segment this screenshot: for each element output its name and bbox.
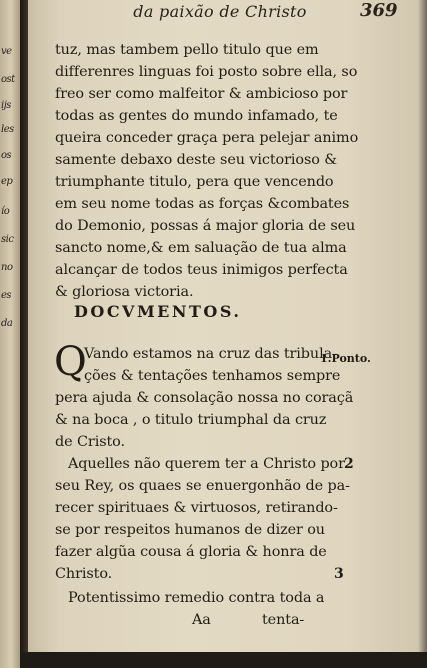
book-gutter [20, 0, 28, 668]
text-line: triumphante titulo, pera que vencendo [55, 174, 334, 190]
facing-page-fragment: es [1, 290, 12, 301]
text-line: differenres linguas foi posto sobre ella, so [55, 64, 358, 80]
text-line: alcançar de todos teus inimigos perfecta [55, 262, 348, 278]
facing-page-fragment: ep [1, 176, 13, 187]
text-line: seu Rey, os quaes se enuergonhão de pa- [55, 478, 350, 494]
facing-page-fragment: no [1, 262, 13, 273]
text-line: fazer algũa cousa á gloria & honra de [55, 544, 327, 560]
text-line: samente debaxo deste seu victorioso & [55, 152, 337, 168]
facing-page-fragment: os [1, 150, 12, 161]
margin-note: 1.Ponto. [320, 352, 371, 365]
text-line: de Cristo. [55, 434, 125, 450]
page-number: 369 [360, 0, 398, 21]
text-line: queira conceder graça pera pelejar animo [55, 130, 359, 146]
section-heading: DOCVMENTOS. [74, 302, 242, 321]
drop-cap: Q [54, 339, 87, 385]
facing-page-fragment: da [1, 318, 13, 329]
text-line: sancto nome,& em saluação de tua alma [55, 240, 347, 256]
text-line: freo ser como malfeitor & ambicioso por [55, 86, 348, 102]
text-line: & gloriosa victoria. [55, 284, 194, 300]
text-line: Aquelles não querem ter a Christo por [68, 456, 345, 472]
signature-mark: Aa [192, 612, 211, 628]
text-line: pera ajuda & consolação nossa no coraçã [55, 390, 354, 406]
margin-note: 3 [334, 566, 344, 582]
text-line: Vando estamos na cruz das tribula- [84, 346, 337, 362]
text-line: tuz, mas tambem pello titulo que em [55, 42, 319, 58]
catchword: tenta- [262, 612, 305, 628]
margin-note: 2 [344, 456, 354, 472]
facing-page-fragment: ío [1, 206, 10, 217]
facing-page-fragment: ijs [1, 100, 11, 111]
text-line: ções & tentações tenhamos sempre [84, 368, 341, 384]
facing-page-fragment: ve [1, 46, 12, 57]
facing-page-fragment: sic [1, 234, 14, 245]
text-line: do Demonio, possas á major gloria de seu [55, 218, 356, 234]
text-line: em seu nome todas as forças &combates [55, 196, 350, 212]
facing-page-fragment: les [1, 124, 14, 135]
text-line: Potentissimo remedio contra toda a [68, 590, 325, 606]
page-bottom-edge [20, 652, 427, 668]
text-line: recer spirituaes & virtuosos, retirando- [55, 500, 338, 516]
running-head: da paixão de Christo [133, 2, 307, 21]
text-line: Christo. [55, 566, 113, 582]
page-edge-shadow [418, 0, 427, 652]
text-line: & na boca , o titulo triumphal da cruz [55, 412, 327, 428]
text-line: todas as gentes do mundo infamado, te [55, 108, 338, 124]
facing-page-edge [0, 0, 20, 668]
text-line: se por respeitos humanos de dizer ou [55, 522, 325, 538]
facing-page-fragment: ost [1, 74, 15, 85]
